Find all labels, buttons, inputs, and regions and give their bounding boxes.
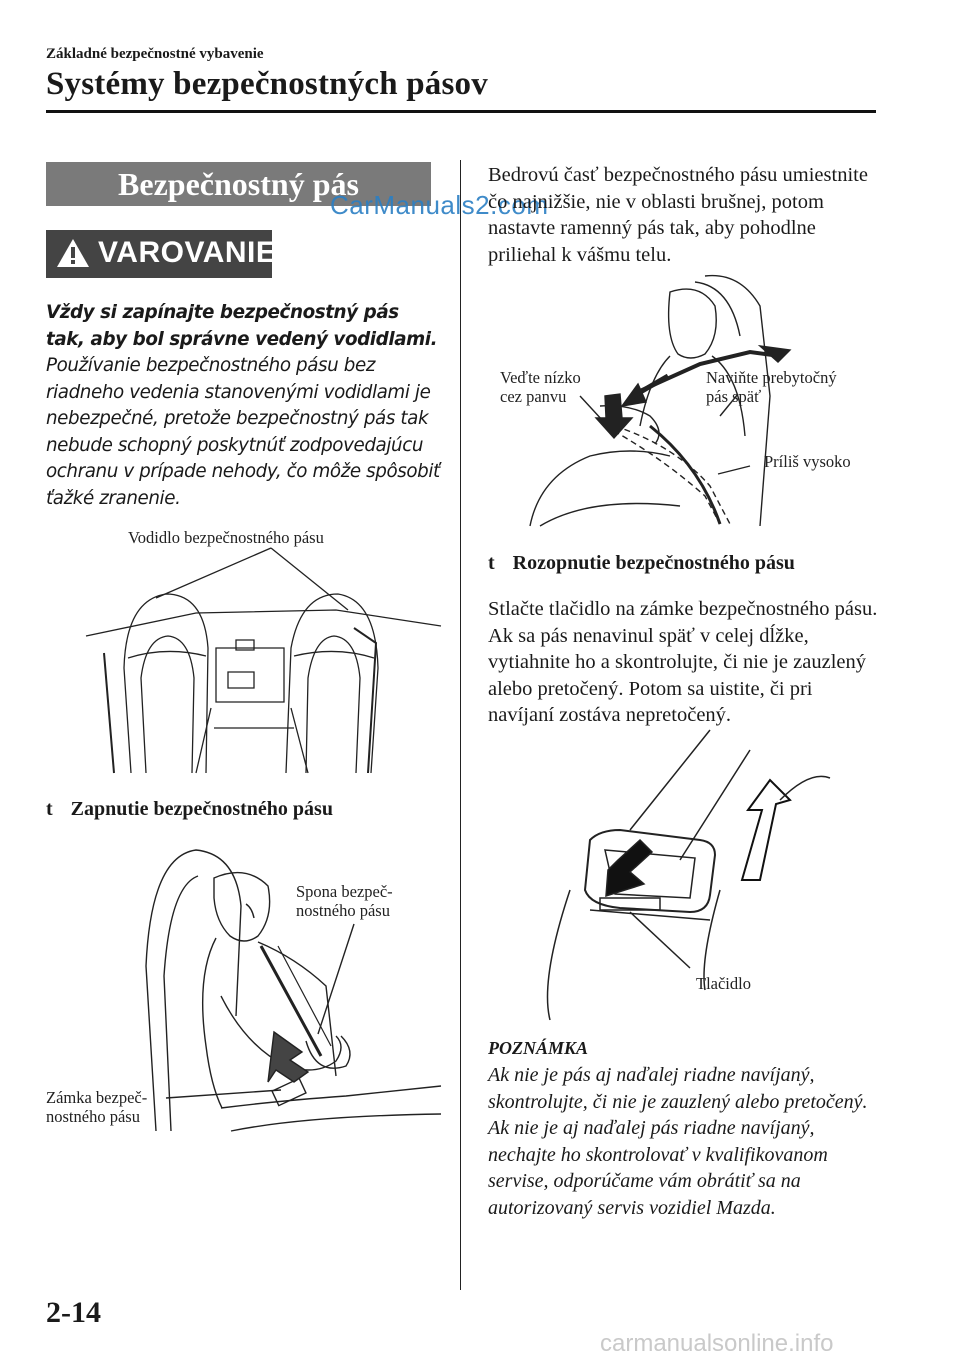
lap-belt-instruction: Bedrovú časť bezpečnostného pásu umiestnite čo najnižšie, nie v oblasti brušnej, potom nastavte ramenný pás tak, aby pohodlne priliehal k vášmu telu. [488, 164, 868, 266]
warning-bold-text: Vždy si zapínajte bezpečnostný pás tak, aby bol správne vedený vodidlami. [46, 302, 438, 350]
watermark: CarManuals2.com [330, 190, 549, 220]
unfasten-bullet: t [488, 552, 495, 574]
buckle-label: Zámka bezpeč- nostného pásu [46, 1088, 148, 1126]
route-low-label: Veďte nízko cez panvu [500, 368, 581, 406]
button-label: Tlačidlo [696, 974, 751, 993]
page-number: 2-14 [46, 1296, 101, 1329]
note-heading: POZNÁMKA [488, 1038, 589, 1058]
retract-excess-label: Naviňte prebytočný pás späť [706, 368, 837, 406]
page-title: Systémy bezpečnostných pásov [46, 66, 488, 102]
unfasten-instruction: Stlačte tlačidlo na zámke bezpečnostného pásu. Ak sa pás nenavinul späť v celej dĺžke, vytiahnite ho a skontrolujte, či nie je zauzlený alebo pretočený. Potom sa uistite, či pri navíjaní zostáva nepretočený. [488, 598, 878, 726]
buckle-tongue-label: Spona bezpeč- nostného pásu [296, 882, 393, 920]
warning-triangle-icon [56, 237, 90, 269]
column-divider [460, 160, 461, 1290]
footer-url: carmanualsonline.info [600, 1330, 834, 1357]
too-high-label: Príliš vysoko [764, 452, 851, 471]
figure1-label: Vodidlo bezpečnostného pásu [128, 528, 324, 547]
warning-body-text: Používanie bezpečnostného pásu bez riadneho vedenia stanovenými vodidlami je nebezpečné, pretože bezpečnostný pás tak nebude schopný poskytnúť zodpovedajúcu ochranu v prípade nehody, čo môže spôsobiť ťažké zranenie. [46, 355, 440, 509]
fasten-bullet: t [46, 798, 53, 820]
warning-banner [46, 230, 277, 278]
fasten-heading [46, 798, 333, 821]
unfasten-heading-text: Rozopnutie bezpečnostného pásu [512, 552, 795, 574]
warning-label: VAROVANIE [98, 236, 277, 269]
header-rule [46, 110, 876, 113]
section-title: Bezpečnostný pás [46, 162, 431, 206]
seat-belt-guides-illustration [86, 548, 446, 778]
chapter-subtitle: Základné bezpečnostné vybavenie [46, 46, 264, 62]
warning-text [46, 300, 441, 512]
unfasten-heading [488, 552, 795, 575]
note-text: Ak nie je pás aj naďalej riadne navíjaný, skontrolujte, či nie je zauzlený alebo pretočený. Ak nie je aj naďalej pás riadne navíjaný, nechajte ho skontrolovať v kvalifikovanom servise, odporúčame vám obrátiť sa na autorizovaný servis vozidiel Mazda. [488, 1064, 868, 1219]
fasten-heading-text: Zapnutie bezpečnostného pásu [70, 798, 333, 820]
